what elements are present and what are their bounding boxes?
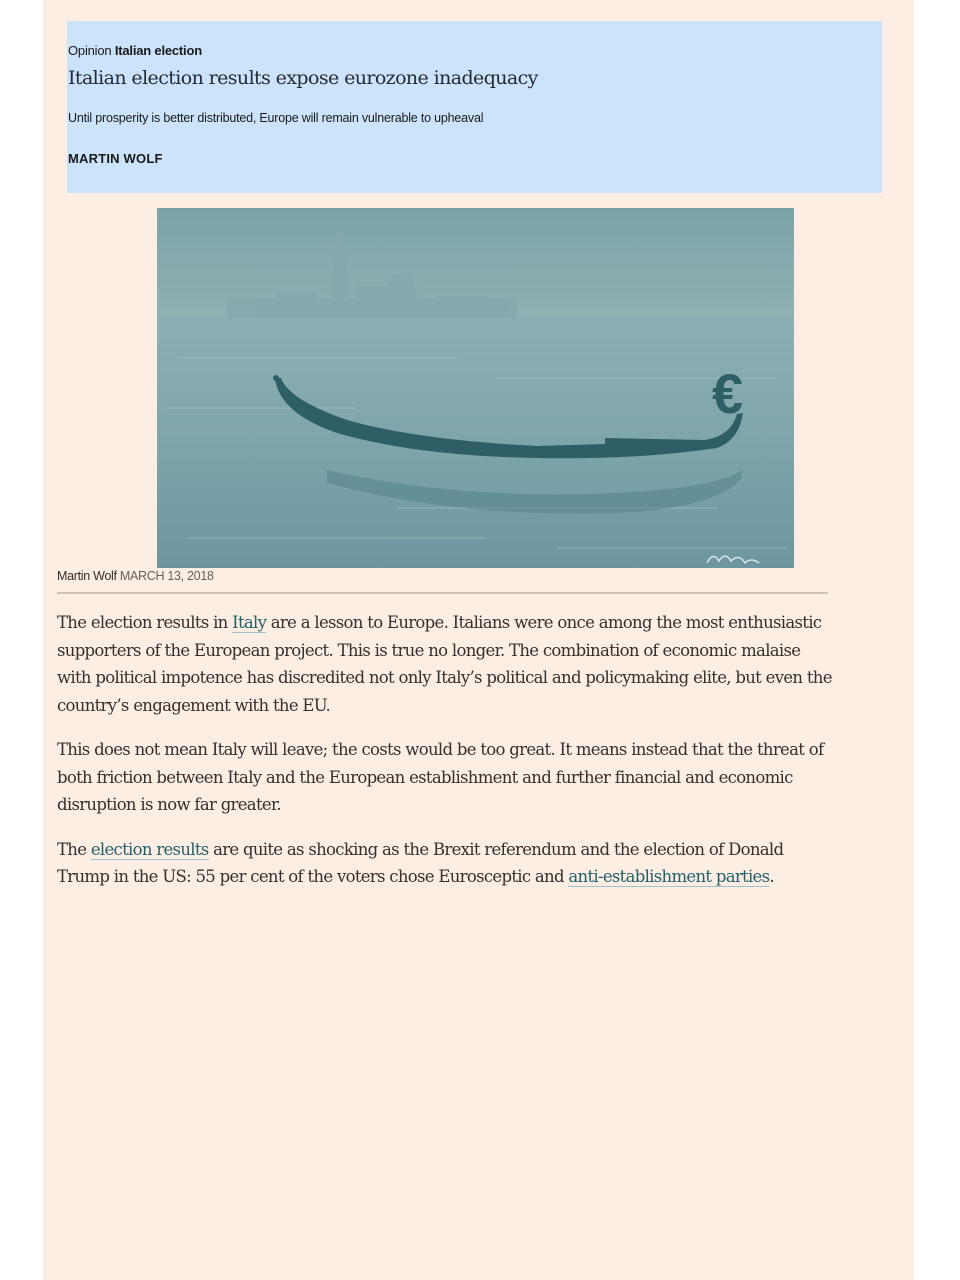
link-election-results[interactable]: election results (90, 839, 209, 859)
euro-icon: € (712, 362, 744, 425)
article-body (57, 609, 837, 908)
article-header (67, 21, 882, 193)
paragraph-2: This does not mean Italy will leave; the costs would be too great. It means instead that the threat of both friction between Italy and the European establishment and further financial and economic disruption is now far greater. (57, 740, 824, 814)
kicker (68, 43, 202, 58)
p1-text-before: The election results in (57, 613, 233, 632)
byline-author[interactable]: Martin Wolf (57, 569, 117, 583)
article-page (43, 0, 914, 1280)
standfirst: Until prosperity is better distributed, Europe will remain vulnerable to upheaval (68, 111, 484, 125)
paragraph-3 (57, 836, 837, 891)
link-italy[interactable]: Italy (232, 613, 267, 632)
p3-text-middle: are quite as shocking as the Brexit referendum and the election of Donald Trump in the US: 55 per cent of the voters chose Eurosceptic and (57, 839, 784, 886)
byline-date: MARCH 13, 2018 (119, 569, 214, 583)
p3-text-before: The (57, 839, 91, 859)
paragraph-1 (57, 609, 837, 719)
author-name[interactable]: MARTIN WOLF (68, 151, 163, 166)
byline (57, 569, 214, 583)
p1-text-after: are a lesson to Europe. Italians were once among the most enthusiastic supporters of the European project. This is true no longer. The combination of economic malaise with political impotence has discredited not only Italy’s political and policymaking elite, but even the country’s engagement with the EU. (57, 613, 832, 715)
kicker-topic[interactable]: Italian election (114, 43, 202, 58)
kicker-label[interactable]: Opinion (68, 43, 112, 58)
p3-text-after: . (769, 867, 774, 886)
link-anti-establishment-parties[interactable]: anti-establishment parties (568, 867, 770, 886)
page-title: Italian election results expose eurozone inadequacy (68, 67, 538, 89)
gondola-euro-illustration (157, 208, 794, 568)
divider (57, 592, 828, 594)
gondola-prow (273, 375, 279, 381)
